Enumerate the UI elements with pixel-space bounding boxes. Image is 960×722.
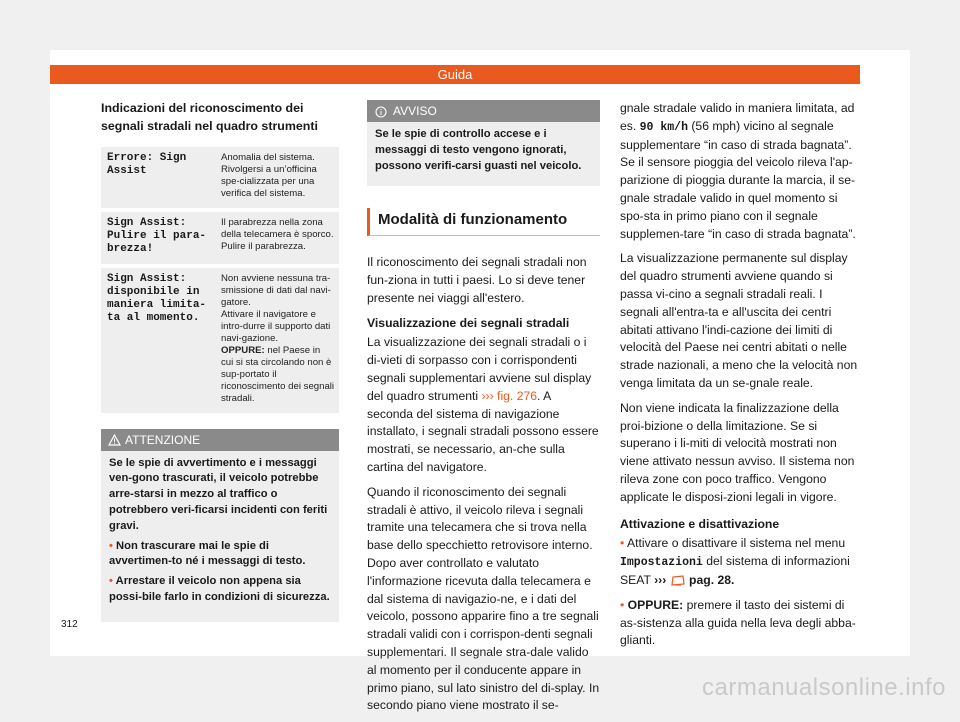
message-code: Errore: Sign Assist	[101, 147, 215, 208]
paragraph	[367, 334, 600, 476]
bullet-icon: •	[620, 597, 628, 612]
oppure-label: OPPURE:	[221, 344, 265, 356]
bullet-item	[620, 597, 860, 650]
bullet-text: del sistema di informazioni SEAT	[620, 554, 850, 587]
intro-paragraph: Il riconoscimento dei segnali stradali non fun-ziona in tutti i paesi. Lo si deve tener presente nei viaggi all'estero.	[367, 255, 587, 305]
paragraph-text: La visualizzazione dei segnali stradali o i di-vieti di sorpasso con i corrispondenti segnali supplementari avviene sul display del quadro strumenti	[367, 335, 592, 403]
warning-body	[101, 451, 339, 622]
message-code: Sign Assist: Pulire il para-brezza!	[101, 212, 215, 264]
bullet-text: Non trascurare mai le spie di avvertimen-to né i messaggi di testo.	[109, 539, 306, 568]
warning-title: ATTENZIONE	[125, 432, 201, 447]
oppure-label: OPPURE:	[627, 597, 684, 612]
bullet-item	[620, 535, 860, 589]
paragraph-text: (56 mph) vicino al segnale supplementare “in caso di strada bagnata”. Se il sensore pioggia del veicolo rileva l'ap-parizione di pioggia durante la marcia, il se-gnale stradale valido in quel momento si spo-sta in primo piano con il segnale supplemen-tare “in caso di strada bagnata”.	[620, 118, 856, 241]
description-line: Non avviene nessuna tra-smissione di dati dal navi-gatore.	[221, 272, 331, 308]
menu-name: Impostazioni	[620, 556, 703, 570]
message-description	[215, 268, 339, 413]
bullet-text: Arrestare il veicolo non appena sia possi-bile farlo in condizioni di sicurezza.	[109, 575, 330, 603]
info-circle-icon	[375, 106, 387, 118]
section-body	[367, 254, 600, 715]
warning-triangle-icon	[108, 434, 121, 446]
page-ref-arrows: ›››	[654, 572, 667, 587]
oppure-text: nel Paese in cui si sta circolando non è sup-portato il riconoscimento dei segnali stradali.	[221, 344, 335, 404]
notice-text: Se le spie di controllo accese e i messaggi di testo vengono ignorati, possono verifi-carsi guasti nel veicolo.	[375, 128, 582, 172]
column-3	[620, 100, 860, 657]
chapter-header: Guida	[50, 65, 860, 84]
figure-link[interactable]: ››› fig. 276	[481, 388, 538, 403]
warning-bullet	[109, 539, 331, 571]
page-ref-link[interactable]: pag. 28.	[685, 572, 735, 587]
table-title: Indicazioni del riconoscimento dei segnali stradali nel quadro strumenti	[101, 101, 318, 133]
paragraph-text: . A seconda del sistema di navigazione installato, i segnali stradali possono essere mostrati, se necessario, an-che sulla cartina del navigatore.	[367, 388, 599, 474]
infotainment-icon	[670, 574, 686, 587]
watermark: carmanualsonline.info	[702, 674, 946, 701]
section-title: Modalità di funzionamento	[367, 208, 600, 236]
paragraph: La visualizzazione permanente sul display del quadro strumenti avviene quando si passa vi-cino a segnali stradali reali. I segnali all'entra-ta e all'uscita dei centri abitati attivano l'indi-cazione dei limiti di velocità del Paese nei centri abitati o nelle strade nazionali, a meno che la velocità non venga limitata da un se-gnale reale.	[620, 251, 858, 390]
message-description: Il parabrezza nella zona della telecamera è sporco. Pulire il parabrezza.	[215, 212, 339, 264]
message-description: Anomalia del sistema. Rivolgersi a un’officina spe-cializzata per una verifica del sistema.	[215, 147, 339, 208]
bullet-text: Attivare o disattivare il sistema nel menu	[626, 536, 846, 551]
bullet-icon: •	[620, 536, 627, 551]
description-line	[221, 345, 335, 405]
notice-header	[367, 100, 600, 122]
paragraph: Quando il riconoscimento dei segnali stradali è attivo, il veicolo rileva i segnali tramite una telecamera che si trova nella base dello specchietto retrovisore interno. Dopo aver controllato e valutato l'informazione ricevuta dalla telecamera e dal sistema di navigazio-ne, e i dati del veicolo, possono apparire fino a tre segnali stradali validi con i corrispon-denti segnali supplementari. Il segnale stra-dale valido al momento per il conducente appare in primo piano, sul lato sinistro del di-splay. In secondo piano viene mostrato il se-	[367, 484, 600, 713]
message-code: Sign Assist: disponibile in maniera limita-ta al momento.	[101, 268, 215, 413]
indications-table	[101, 143, 339, 417]
column-1	[101, 100, 339, 622]
bullet-icon: •	[109, 575, 116, 588]
description-line: Attivare il navigatore e intro-durre il supporto dati navi-gazione.	[221, 308, 331, 344]
paragraph-text: gnale stradale valido in maniera limitata, ad es.	[620, 101, 855, 133]
warning-bullet	[109, 574, 331, 606]
notice-box	[367, 100, 600, 186]
bullet-icon: •	[109, 539, 117, 552]
warning-box	[101, 429, 339, 622]
warning-text: Se le spie di avvertimento e i messaggi ven-gono trascurati, il veicolo potrebbe arre-starsi in mezzo al traffico o potrebbero veri-ficarsi incidenti con feriti gravi.	[109, 456, 328, 532]
paragraph	[620, 100, 860, 243]
table-row	[101, 212, 339, 264]
subheading: Attivazione e disattivazione	[620, 516, 780, 531]
subheading: Visualizzazione dei segnali stradali	[367, 315, 570, 330]
table-row	[101, 147, 339, 208]
speed-value: 90 km/h	[639, 120, 688, 134]
warning-header	[101, 429, 339, 451]
column-2	[367, 100, 600, 722]
notice-title: AVVISO	[393, 104, 437, 118]
page-number: 312	[61, 619, 78, 630]
bullet-text: premere il tasto dei sistemi di as-sistenza alla guida nella leva degli abba-glianti.	[620, 597, 856, 648]
table-row	[101, 268, 339, 413]
paragraph: Non viene indicata la finalizzazione della proi-bizione o della limitazione. Se si superano i li-miti di velocità mostrati non viene attivato nessun avviso. Il sistema non rileva zone con poco traffico. Vengono applicate le disposi-zioni legali in vigore.	[620, 400, 855, 504]
